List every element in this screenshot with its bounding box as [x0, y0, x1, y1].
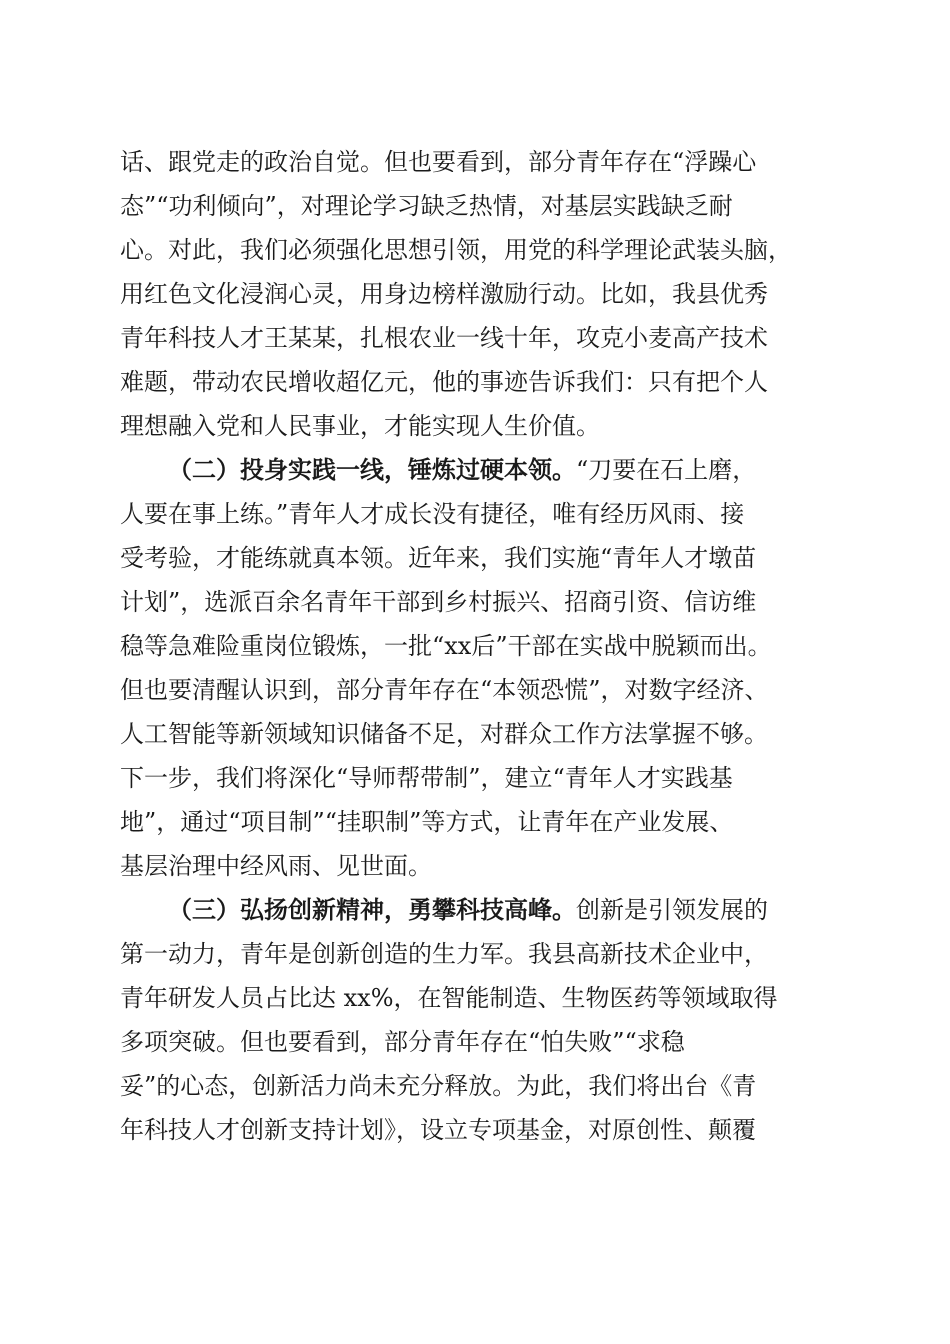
text-line: 人要在事上练。”青年人才成长没有捷径，唯有经历风雨、接	[120, 500, 745, 528]
text-line-rest: “刀要在石上磨，	[576, 456, 757, 484]
text-line: 稳等急难险重岗位锻炼，一批“xx后”干部在实战中脱颖而出。	[120, 632, 772, 660]
paragraph-1	[120, 140, 840, 448]
text-line: 态”“功利倾向”，对理论学习缺乏热情，对基层实践缺乏耐	[120, 192, 733, 220]
paragraph-first-line	[120, 888, 840, 932]
text-line: 受考验，才能练就真本领。近年来，我们实施“青年人才墩苗	[120, 544, 757, 572]
paragraph-3	[120, 888, 840, 1152]
text-line: 多项突破。但也要看到，部分青年存在“怕失败”“求稳	[120, 1028, 685, 1056]
text-line: 用红色文化浸润心灵，用身边榜样激励行动。比如，我县优秀	[120, 280, 768, 308]
section-heading: （二）投身实践一线，锤炼过硬本领。	[168, 455, 576, 484]
body-text	[120, 140, 840, 1152]
text-line: 基层治理中经风雨、见世面。	[120, 852, 432, 880]
section-heading: （三）弘扬创新精神，勇攀科技高峰。	[168, 895, 576, 924]
text-line: 理想融入党和人民事业，才能实现人生价值。	[120, 412, 600, 440]
text-line: 但也要清醒认识到，部分青年存在“本领恐慌”，对数字经济、	[120, 676, 769, 704]
text-line-rest: 创新是引领发展的	[576, 896, 768, 924]
text-line: 青年研发人员占比达 xx%，在智能制造、生物医药等领域取得	[120, 984, 778, 1012]
text-line: 年科技人才创新支持计划》，设立专项基金，对原创性、颠覆	[120, 1116, 756, 1144]
text-line: 难题，带动农民增收超亿元，他的事迹告诉我们：只有把个人	[120, 368, 768, 396]
paragraph-first-line	[120, 448, 840, 492]
text-line: 心。对此，我们必须强化思想引领，用党的科学理论武装头脑，	[120, 236, 792, 264]
text-line: 计划”，选派百余名青年干部到乡村振兴、招商引资、信访维	[120, 588, 757, 616]
text-line: 青年科技人才王某某，扎根农业一线十年，攻克小麦高产技术	[120, 324, 768, 352]
text-line: 妥”的心态，创新活力尚未充分释放。为此，我们将出台《青	[120, 1072, 757, 1100]
text-line: 下一步，我们将深化“导师帮带制”，建立“青年人才实践基	[120, 764, 733, 792]
text-line: 人工智能等新领域知识储备不足，对群众工作方法掌握不够。	[120, 720, 768, 748]
text-line: 地”，通过“项目制”“挂职制”等方式，让青年在产业发展、	[120, 808, 734, 836]
paragraph-2	[120, 448, 840, 888]
text-line: 话、跟党走的政治自觉。但也要看到，部分青年存在“浮躁心	[120, 148, 757, 176]
text-line: 第一动力，青年是创新创造的生力军。我县高新技术企业中，	[120, 940, 768, 968]
